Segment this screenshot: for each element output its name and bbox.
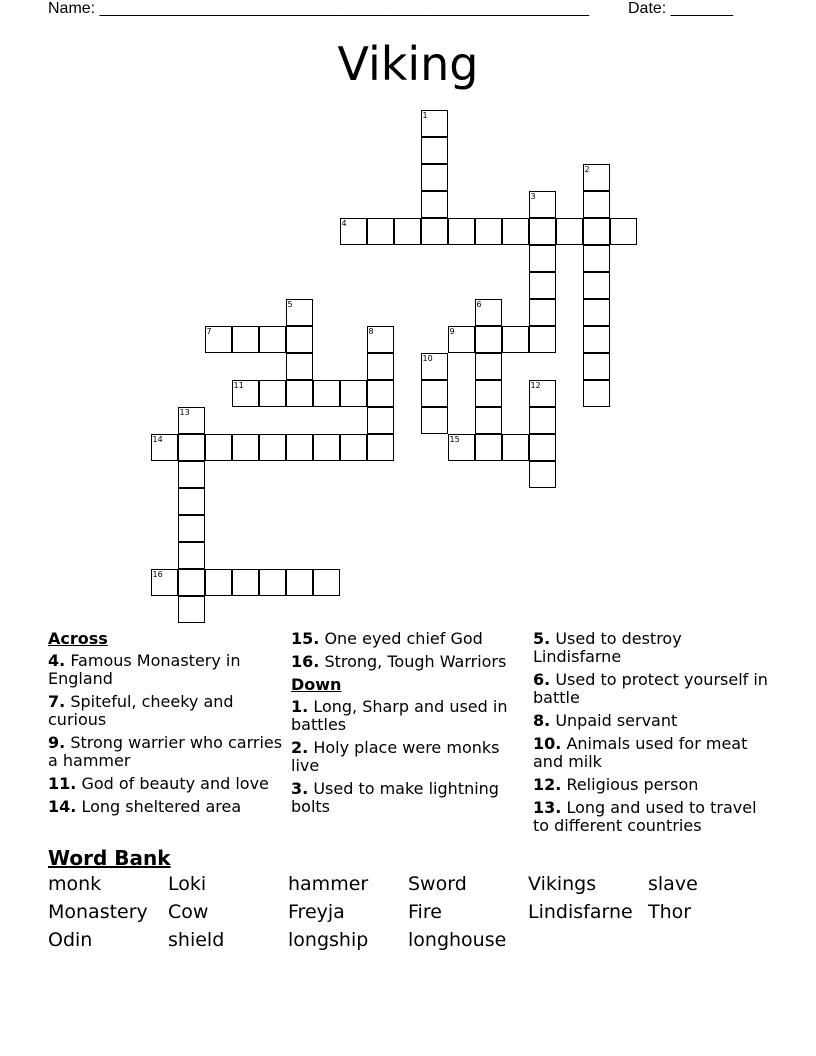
clue-number: 9: [449, 326, 455, 336]
word-bank-item: Monastery: [48, 901, 148, 923]
crossword-cell[interactable]: [286, 434, 313, 461]
crossword-cell[interactable]: [583, 191, 610, 218]
crossword-cell[interactable]: [421, 380, 448, 407]
crossword-cell[interactable]: [529, 245, 556, 272]
clue-number: 12: [530, 380, 541, 390]
crossword-cell[interactable]: [205, 434, 232, 461]
word-bank-item: hammer: [288, 873, 369, 895]
crossword-cell[interactable]: [232, 380, 259, 407]
clue-down-2: 2. Holy place were monks live: [291, 738, 500, 775]
crossword-cell[interactable]: [178, 542, 205, 569]
crossword-cell[interactable]: [583, 299, 610, 326]
clue-across-11: 11. God of beauty and love: [48, 774, 269, 793]
crossword-cell[interactable]: [583, 272, 610, 299]
crossword-cell[interactable]: [367, 353, 394, 380]
clue-number: 15: [449, 434, 460, 444]
crossword-cell[interactable]: [421, 191, 448, 218]
crossword-cell[interactable]: [556, 218, 583, 245]
crossword-cell[interactable]: [313, 434, 340, 461]
crossword-cell[interactable]: [529, 461, 556, 488]
clue-number: 10: [422, 353, 433, 363]
crossword-cell[interactable]: [475, 353, 502, 380]
clue-down-12: 12. Religious person: [533, 775, 699, 794]
crossword-cell[interactable]: [583, 380, 610, 407]
word-bank-item: Fire: [408, 901, 442, 923]
crossword-cell[interactable]: [286, 299, 313, 326]
crossword-cell[interactable]: [259, 326, 286, 353]
crossword-cell[interactable]: [286, 326, 313, 353]
crossword-cell[interactable]: [583, 164, 610, 191]
crossword-cell[interactable]: [529, 326, 556, 353]
crossword-cell[interactable]: [286, 380, 313, 407]
crossword-cell[interactable]: [178, 434, 205, 461]
clue-across-15: 15. One eyed chief God: [291, 629, 483, 648]
crossword-cell[interactable]: [529, 299, 556, 326]
word-bank-item: Vikings: [528, 873, 597, 895]
word-bank-item: monk: [48, 873, 102, 895]
crossword-cell[interactable]: [421, 218, 448, 245]
crossword-cell[interactable]: [232, 434, 259, 461]
crossword-cell[interactable]: [475, 326, 502, 353]
crossword-cell[interactable]: [178, 407, 205, 434]
clue-down-10: 10. Animals used for meat and milk: [533, 734, 748, 771]
crossword-cell[interactable]: [205, 326, 232, 353]
crossword-cell[interactable]: [340, 218, 367, 245]
crossword-cell[interactable]: [529, 407, 556, 434]
clue-number: 6: [476, 299, 482, 309]
date-field-label: Date: _______: [628, 0, 733, 17]
clue-number: 8: [368, 326, 374, 336]
crossword-cell[interactable]: [421, 407, 448, 434]
crossword-cell[interactable]: [448, 434, 475, 461]
crossword-cell[interactable]: [367, 380, 394, 407]
crossword-cell[interactable]: [178, 596, 205, 623]
clue-number: 7: [206, 326, 212, 336]
clue-across-16: 16. Strong, Tough Warriors: [291, 652, 507, 671]
crossword-cell[interactable]: [232, 569, 259, 596]
crossword-cell[interactable]: [205, 569, 232, 596]
word-bank-item: longship: [288, 929, 369, 951]
crossword-cell[interactable]: [448, 326, 475, 353]
down-heading: Down: [291, 675, 342, 694]
crossword-cell[interactable]: [367, 434, 394, 461]
crossword-cell[interactable]: [502, 218, 529, 245]
clue-number: 5: [287, 299, 293, 309]
clue-across-14: 14. Long sheltered area: [48, 797, 242, 816]
crossword-cell[interactable]: [340, 434, 367, 461]
crossword-cell[interactable]: [529, 218, 556, 245]
crossword-cell[interactable]: [502, 434, 529, 461]
crossword-cell[interactable]: [367, 218, 394, 245]
crossword-cell[interactable]: [178, 488, 205, 515]
clue-number: 1: [422, 110, 428, 120]
word-bank-item: slave: [648, 873, 698, 895]
crossword-cell[interactable]: [583, 245, 610, 272]
clue-number: 3: [530, 191, 536, 201]
crossword-cell[interactable]: [529, 434, 556, 461]
clue-number: 11: [233, 380, 244, 390]
clues-column-3: [533, 630, 773, 840]
crossword-cell[interactable]: [286, 353, 313, 380]
clue-down-5: 5. Used to destroy Lindisfarne: [533, 629, 682, 666]
word-bank-item: Sword: [408, 873, 467, 895]
crossword-cell[interactable]: [475, 299, 502, 326]
word-bank-item: shield: [168, 929, 225, 951]
crossword-cell[interactable]: [475, 434, 502, 461]
crossword-cell[interactable]: [259, 569, 286, 596]
crossword-cell[interactable]: [583, 326, 610, 353]
word-bank-item: Thor: [648, 901, 692, 923]
crossword-cell[interactable]: [475, 380, 502, 407]
clue-down-1: 1. Long, Sharp and used in battles: [291, 697, 508, 734]
crossword-cell[interactable]: [151, 434, 178, 461]
clue-down-3: 3. Used to make lightning bolts: [291, 779, 499, 816]
clue-down-8: 8. Unpaid servant: [533, 711, 678, 730]
crossword-cell[interactable]: [259, 380, 286, 407]
clue-number: 2: [584, 164, 590, 174]
crossword-cell[interactable]: [313, 569, 340, 596]
crossword-cell[interactable]: [421, 137, 448, 164]
crossword-cell[interactable]: [151, 569, 178, 596]
crossword-cell[interactable]: [394, 218, 421, 245]
clue-across-4: 4. Famous Monastery in England: [48, 651, 241, 688]
crossword-cell[interactable]: [421, 110, 448, 137]
crossword-cell[interactable]: [178, 461, 205, 488]
clue-number: 4: [341, 218, 347, 228]
clue-down-13: 13. Long and used to travel to different countries: [533, 798, 757, 835]
crossword-cell[interactable]: [178, 569, 205, 596]
crossword-cell[interactable]: [475, 407, 502, 434]
across-heading: Across: [48, 629, 108, 648]
crossword-cell[interactable]: [529, 272, 556, 299]
word-bank-item: Odin: [48, 929, 93, 951]
crossword-cell[interactable]: [529, 380, 556, 407]
word-bank-item: longhouse: [408, 929, 507, 951]
crossword-cell[interactable]: [367, 407, 394, 434]
clue-number: 13: [179, 407, 190, 417]
crossword-cell[interactable]: [421, 164, 448, 191]
crossword-cell[interactable]: [286, 569, 313, 596]
crossword-cell[interactable]: [448, 218, 475, 245]
crossword-cell[interactable]: [583, 218, 610, 245]
clue-across-9: 9. Strong warrier who carries a hammer: [48, 733, 283, 770]
crossword-cell[interactable]: [313, 380, 340, 407]
crossword-cell[interactable]: [502, 326, 529, 353]
crossword-cell[interactable]: [340, 380, 367, 407]
crossword-cell[interactable]: [610, 218, 637, 245]
crossword-cell[interactable]: [475, 218, 502, 245]
clue-across-7: 7. Spiteful, cheeky and curious: [48, 692, 234, 729]
clue-down-6: 6. Used to protect yourself in battle: [533, 670, 768, 707]
word-bank-item: Lindisfarne: [528, 901, 633, 923]
crossword-cell[interactable]: [259, 434, 286, 461]
name-field-label: Name: _______________________________________________________: [48, 0, 589, 17]
crossword-cell[interactable]: [529, 191, 556, 218]
clue-number: 14: [152, 434, 163, 444]
word-bank-title: Word Bank: [48, 846, 171, 870]
clue-number: 16: [152, 569, 163, 579]
crossword-cell[interactable]: [367, 326, 394, 353]
word-bank-item: Cow: [168, 901, 209, 923]
clues-column-1: [48, 630, 283, 821]
crossword-cell[interactable]: [178, 515, 205, 542]
word-bank-item: Loki: [168, 873, 207, 895]
word-bank: [48, 872, 768, 952]
word-bank-item: Freyja: [288, 901, 345, 923]
page-title: Viking: [337, 37, 479, 91]
crossword-cell[interactable]: [421, 353, 448, 380]
clues-column-2: [291, 630, 521, 821]
crossword-cell[interactable]: [583, 353, 610, 380]
crossword-cell[interactable]: [232, 326, 259, 353]
